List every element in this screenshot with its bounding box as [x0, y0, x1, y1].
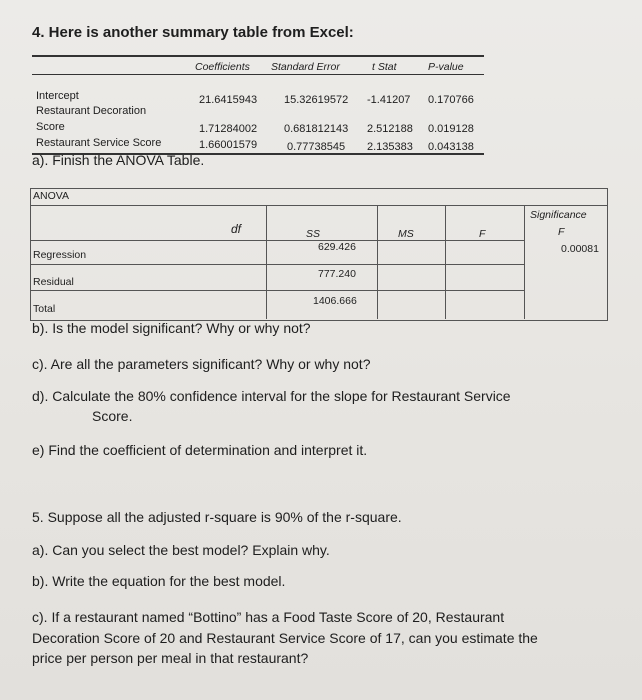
anova-header-ss: SS [306, 228, 321, 240]
header-t-stat: t Stat [372, 61, 397, 73]
anova-row-regression: Regression [33, 249, 87, 261]
anova-col-divider [266, 205, 267, 319]
cell-coefficient: 1.66001579 [199, 139, 258, 151]
row-label-intercept: Intercept [36, 90, 79, 102]
anova-col-divider [377, 205, 378, 319]
question-5a: a). Can you select the best model? Explain why. [32, 542, 330, 558]
header-coefficients: Coefficients [195, 61, 250, 73]
question-5b: b). Write the equation for the best model. [32, 573, 286, 589]
cell-t-stat: -1.41207 [367, 94, 411, 106]
anova-title: ANOVA [33, 190, 69, 202]
anova-regression-significance: 0.00081 [561, 243, 599, 255]
cell-p-value: 0.170766 [428, 94, 474, 106]
cell-t-stat: 2.512188 [367, 123, 413, 135]
anova-header-df: df [231, 222, 242, 236]
anova-row-rule [30, 290, 525, 291]
table-top-rule [32, 55, 484, 57]
cell-standard-error: 15.32619572 [284, 94, 349, 106]
anova-header-significance-f: F [558, 226, 565, 238]
row-label-score: Score [36, 121, 65, 133]
anova-header-significance: Significance [530, 209, 587, 221]
cell-standard-error: 0.681812143 [284, 123, 349, 135]
anova-row-residual: Residual [33, 276, 74, 288]
question-4e: e) Find the coefficient of determination and interpret it. [32, 442, 368, 458]
cell-coefficient: 21.6415943 [199, 94, 258, 106]
question-4-title: 4. Here is another summary table from Excel: [32, 24, 354, 41]
anova-residual-ss: 777.240 [318, 268, 356, 280]
anova-total-ss: 1406.666 [313, 295, 357, 307]
row-label-restaurant-decoration: Restaurant Decoration [36, 105, 147, 117]
anova-col-divider [524, 205, 525, 319]
anova-header-rule [30, 240, 525, 241]
cell-t-stat: 2.135383 [367, 141, 413, 153]
anova-row-total: Total [33, 303, 56, 315]
question-5c-line1: c). If a restaurant named “Bottino” has a Food Taste Score of 20, Restaurant [32, 609, 505, 625]
anova-regression-ss: 629.426 [318, 241, 356, 253]
cell-standard-error: 0.77738545 [287, 141, 346, 153]
part-a-prompt: a). Finish the ANOVA Table. [32, 152, 205, 168]
header-p-value: P-value [428, 61, 464, 73]
question-5c-line3: price per person per meal in that restaurant? [32, 650, 309, 666]
anova-title-rule [30, 205, 607, 206]
anova-header-f: F [479, 228, 486, 240]
question-4c: c). Are all the parameters significant? Why or why not? [32, 356, 371, 372]
question-5c-line2: Decoration Score of 20 and Restaurant Service Score of 17, can you estimate the [32, 630, 538, 646]
anova-row-rule [30, 264, 525, 265]
header-standard-error: Standard Error [271, 61, 340, 73]
question-4b: b). Is the model significant? Why or why not? [32, 320, 311, 336]
question-5-title: 5. Suppose all the adjusted r-square is 90% of the r-square. [32, 509, 402, 525]
question-4d-continued: Score. [92, 408, 133, 424]
cell-p-value: 0.019128 [428, 123, 474, 135]
cell-p-value: 0.043138 [428, 141, 474, 153]
anova-col-divider [445, 205, 446, 319]
cell-coefficient: 1.71284002 [199, 123, 258, 135]
row-label-restaurant-service-score: Restaurant Service Score [36, 137, 162, 149]
table-header-rule [32, 74, 484, 75]
anova-header-ms: MS [398, 228, 414, 240]
question-4d: d). Calculate the 80% confidence interval for the slope for Restaurant Service [32, 388, 511, 404]
